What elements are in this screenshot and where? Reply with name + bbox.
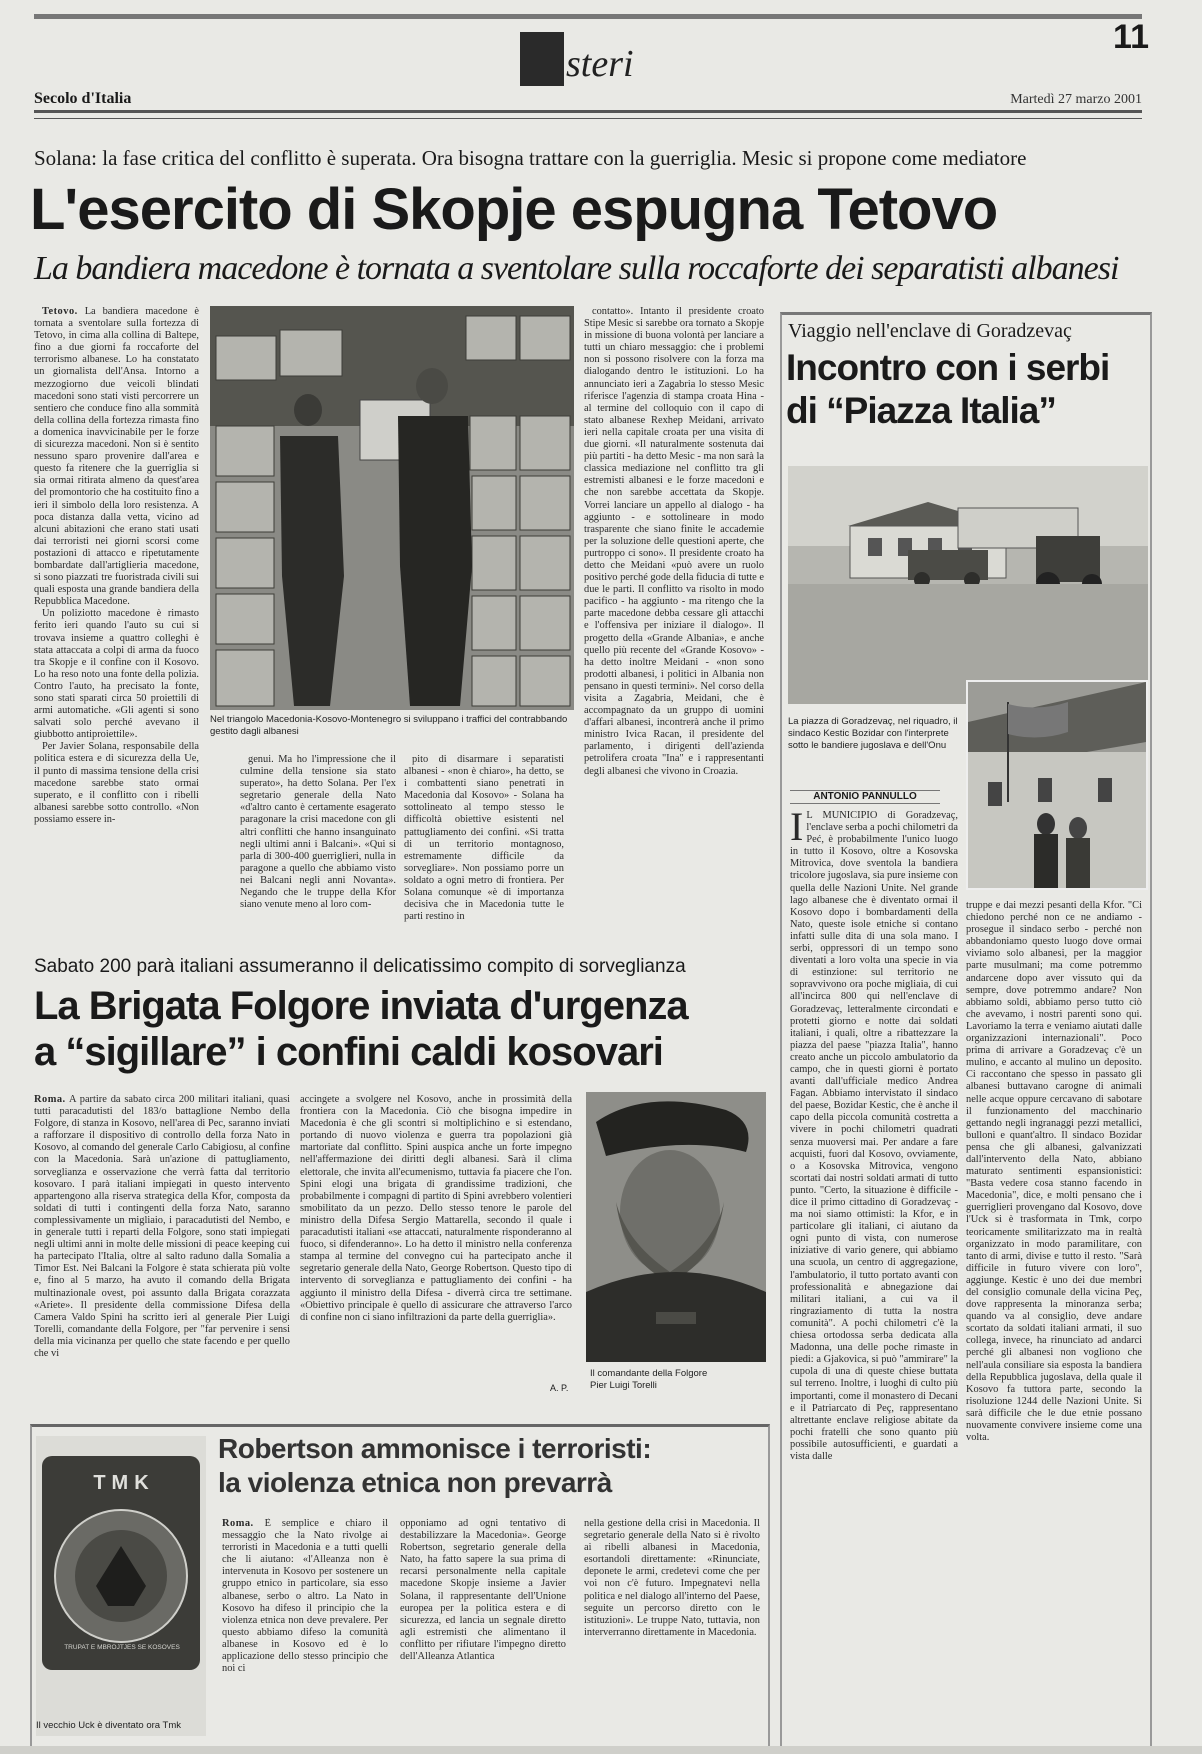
- robertson-column-1: [222, 1518, 388, 1742]
- paper-name: Secolo d'Italia: [34, 90, 132, 107]
- section-name: steri: [566, 43, 634, 85]
- tmk-logo-caption: Il vecchio Uck è diventato ora Tmk: [36, 1720, 182, 1731]
- main-story-column-4: [584, 306, 764, 942]
- goradzevac-square-photo-art: [788, 466, 1148, 704]
- sidebar-kicker: Viaggio nell'enclave di Goradzevaç: [788, 320, 1072, 342]
- robertson-headline-line2: la violenza etnica non prevarrà: [218, 1467, 612, 1498]
- robertson-column-2: [400, 1518, 566, 1742]
- folgore-dateline: Roma.: [34, 1094, 66, 1105]
- goradzevac-square-photo: [788, 466, 1148, 704]
- main-deck: La bandiera macedone è tornata a sventolare sulla roccaforte dei separatisti albanesi: [34, 250, 1119, 287]
- robertson-col1-text: È semplice e chiaro il messaggio che la Nato rivolge ai terroristi in Macedonia e a tutti quelli che li aiutano: «l'Alleanza non è intervenuta in Kosovo per sostenere un gruppo etnico in particolare, sia esso albanese, serbo o altro. La Nato in Kosovo ha difeso il principio che la violenza etnica non deve prevalere. Per questo abbiamo difeso la comunità albanese in Kosovo ed è lo applicazione dello stesso principio che noi ci: [222, 1518, 388, 1675]
- sidebar-dropcap: I: [790, 810, 804, 849]
- sidebar-headline-line1: Incontro con i serbi: [786, 347, 1110, 388]
- sidebar-col-b-text: truppe e dai mezzi pesanti della Kfor. "Ci chiedono perché non ce ne andiamo - prosegue il sindaco serbo - perché non abbandoniamo questo luogo dove ormai viviamo solo albanesi, per la maggior parte musulmani; ma come potremmo andarcene dopo aver vissuto qui da sempre, dove potremmo andare? Non abbiamo soldi, abbiamo perso tutto ciò che avevamo, i nostri parenti sono qui. Lavoriamo la terra e veniamo aiutati dalle organizzazioni internazionali". Poco prima di arrivare a Goradzevaç c'è un mulino, e accanto al mulino un deposito. Ci raccontano che spesso in passato gli albanesi buttavano carogne di animali nelle acque oppure cercavano di sabotare il funzionamento del macchinario gettando negli ingranaggi pezzi metallici, bulloni e quant'altro. Il sindaco Bozidar pensa che gli albanesi, galvanizzati dall'intervento della Nato, abbiano maturato sentimenti espansionistici: "Basta vedere cosa stanno facendo in Macedonia", dice, e molti pensano che i guerriglieri provengano dal Kosovo, dove l'Uck si è trasformata in Tmk, corpo teoricamente smilitarizzato ma in realtà organizzato in modo paramilitare, con tanto di armi, divise e tutto il resto. "Sarà difficile in futuro vivere con loro", aggiunge. Kestic è uno dei due membri del consiglio comunale della vicina Peç, dove rappresenta la minoranza serba; quando va al consiglio, deve andare scortato da soldati italiani armati, il suo collega, invece, ha rinunciato ad andarci perché gli albanesi non vogliono che nell'aula consiliare sia esposta la bandiera della Repubblica jugoslava, della quale il Kosovo fa tuttora parte, secondo la risoluzione 1244 delle Nazioni Unite. Si sarà difficile che le due etnie possano nuovamente convivere insieme come una volta.: [966, 900, 1142, 1444]
- issue-date: Martedì 27 marzo 2001: [1010, 92, 1142, 107]
- main-col2-text: genui. Ma ho l'impressione che il culmine della tensione sia stato superato», ha detto Solana. Per l'ex segretario generale della Nato «d'altro canto è certamente esagerato paragonare la crisi macedone con gli altri conflitti che hanno insanguinato negli ultimi anni i Balcani». «Qui si parla di 300-400 guerriglieri, nulla in paragone a quello che abbiamo visto nei Balcani negli anni Novanta». Negando che le truppe della Kfor siano venute meno al loro com-: [240, 754, 396, 911]
- section-title: [520, 22, 690, 86]
- sidebar-byline: ANTONIO PANNULLO: [790, 790, 940, 804]
- folgore-headline: [34, 983, 774, 1079]
- sidebar-column-b: [966, 900, 1142, 1744]
- smuggling-photo-caption: Nel triangolo Macedonia-Kosovo-Montenegro si sviluppano i traffici del contrabbando gestito dagli albanesi: [210, 714, 568, 737]
- folgore-headline-line2: a “sigillare” i confini caldi kosovari: [34, 1030, 663, 1074]
- robertson-col3-text: nella gestione della crisi in Macedonia. Il segretario generale della Nato si è rivolto ai ribelli albanesi in Macedonia, esortandoli direttamente: «Rinunciate, deponete le armi, credetevi come che per voi non c'è futuro. Impegnatevi nella politica e nel dialogo all'interno del Paese, seguite un percorso diretto con le istituzioni». Le truppe Nato, tuttavia, non interverranno direttamente in Macedonia.: [584, 1518, 760, 1638]
- sidebar-column-a: [790, 810, 958, 1744]
- robertson-headline: [218, 1432, 766, 1510]
- torelli-photo: [586, 1092, 766, 1362]
- folgore-col2-text: accingete a svolgere nel Kosovo, anche in prossimità della frontiera con la Macedonia. Ciò che bisogna impedire in Macedonia è che gli scontri si moltiplichino e si estendano, portando di nuovo violenza e guerra tra popolazioni già martoriate dal conflitto. Spini auspica anche un forte impegno nell'affermazione dei diritti degli albanesi. Sarà il clima elettorale, che invita all'ecumenismo, tuttavia fa piacere che l'on. Spini elogi una brigata di grandissime tradizioni, che probabilmente i compagni di partito di Spini avrebbero volentieri smobilitato da un pezzo. Dello stesso tenore le parole del ministro della Difesa Sergio Mattarella, secondo il quale i paracadutisti italiani «se attaccati, naturalmente risponderanno al fuoco, si difenderanno». Lo ha detto il ministro nella conferenza stampa al termine del convegno cui ha partecipato anche il segretario generale della Nato, George Robertson. Questo tipo di intervento di sorveglianza e pattugliamento dei confini - ha aggiunto il ministro della Difesa - diverrà circa tre settimane. «Obiettivo principale è quello di assicurare che attraverso l'arco di confine non ci siano infiltrazioni da parte della guerriglia».: [300, 1094, 572, 1323]
- masthead-rule: [34, 110, 1142, 113]
- tmk-logo-text: TMK: [93, 1472, 155, 1494]
- robertson-dateline: Roma.: [222, 1518, 254, 1529]
- main-headline: L'esercito di Skopje espugna Tetovo: [30, 177, 998, 242]
- main-col3-text: pito di disarmare i separatisti albanesi - «non è chiaro», ha detto, se i combattenti siano penetrati in Macedonia dal Kosovo» - Solana ha sottolineato al tempo stesso le difficoltà obiettive esistenti nel pattugliamento dei confini. «Si tratta di un territorio montagnoso, estremamente difficile da sorvegliare». Non possiamo porre un soldato a ogni metro di frontiera. Per Solana comunque «è di importanza decisiva che in Macedonia tutte le parti restino in: [404, 754, 564, 923]
- sidebar-headline-line2: di “Piazza Italia”: [786, 390, 1056, 431]
- section-initial-block: [520, 32, 564, 86]
- main-kicker: Solana: la fase critica del conflitto è superata. Ora bisogna trattare con la guerriglia. Mesic si propone come mediatore: [34, 146, 1027, 170]
- main-story-column-1: [34, 306, 199, 946]
- tmk-logo-area: [36, 1436, 206, 1736]
- robertson-column-3: [584, 1518, 760, 1742]
- torelli-caption-line1: Il comandante della Folgore: [590, 1368, 708, 1379]
- folgore-column-1: [34, 1094, 290, 1394]
- torelli-photo-art: [586, 1092, 766, 1362]
- goradzevac-photo-caption: La piazza di Goradzevaç, nel riquadro, il sindaco Kestic Bozidar con l'interprete sotto le bandiere jugoslava e dell'Onu: [788, 716, 958, 751]
- main-col1b-text: Un poliziotto macedone è rimasto ferito ieri quando l'auto su cui si trovava insieme a quattro colleghi è stata attaccata a colpi di arma da fuoco tra Skopje e il confine con il Kosovo. Lo ha reso noto una fonte della polizia. Contro l'auto, ha precisato la fonte, sono stati sparati circa 50 proiettili di armi automatiche. «Gli agenti si sono salvati solo perché avevano il giubbotto antiproiettile».: [34, 608, 199, 741]
- tmk-logo-ring-text: TRUPAT E MBROJTJES SE KOSOVES: [64, 1644, 180, 1651]
- sidebar-headline: [786, 346, 1146, 434]
- main-col4-text: contatto». Intanto il presidente croato Stipe Mesic si sarebbe ora tornato a Skopje in missione di buona volontà per lanciare a tutti un chiaro messaggio: che i problemi non si possono risolvere con la forza ma dialogando dentro le istituzioni. Lo ha annunciato ieri a Zagabria lo stesso Mesic riferisce l'agenzia di stampa croata Hina - al termine del colloquio con il capo di stato albanese Rexhep Meidani, arrivato ieri nella capitale croata per una visita di due giorni. «Il naturalmente sostenuta dai più partiti - ha detto Mesic - ma non sarà la classica mediazione nel conflitto tra gli estremisti albanesi e le forze macedoni e che non sarebbe accettata da Skopje. Vorrei lanciare un appello al dialogo - ha aggiunto - e sottolineare in modo trasparente che siano finite le accademie per la soluzione delle questioni aperte, che purtroppo ci sono». Il presidente croato ha detto che Meidani «può avere un ruolo positivo perché gode della fiducia di tutte e due le parti. Il conflitto va risolto in modo pacifico - ha aggiunto - ma ritengo che la parte macedone debba cessare gli attacchi e l'offensiva per iniziare il dialogo». Il progetto della «Grande Albania», e anche quello più recente del «Grande Kosovo» - ha detto inoltre Meidani - «non sono prodotti albanesi, i politici in Albania non pensano in questi termini». Nel corso della visita a Zagabria, Meidani, che è accompagnato da un gruppo di uomini d'affari albanesi, incontrerà anche il primo ministro Ivica Racan, il presidente del parlamento, i dirigenti dell'azienda petrolifera croata "Ina" e i rappresentanti degli albanesi che vivono in Croazia.: [584, 306, 764, 777]
- sidebar-col-a-text: L MUNICIPIO di Goradzevaç, l'enclave serba a pochi chilometri da Peć, è probabilmente l'unico luogo in tutto il Kosovo, oltre a Kosovska Mitrovica, dove sventola la bandiera tricolore jugoslava, sia pure insieme con quella delle Nazioni Unite. Nel grande lago albanese che è diventato ormai il Kosovo dopo i bombardamenti della Nato, queste isole etniche si contano infatti sulle dita di una sola mano. I serbi, oppressori di un tempo sono diventati a loro volta una specie in via di estinzione: sul territorio ne sopravvivono ora poche migliaia, di cui all'incirca 800 qui nell'enclave di Goradzevaç, letteralmente circondati e protetti giorno e notte dai soldati italiani, i quali, oltre a ribattezzare la piazza del paese "piazza Italia", hanno creato anche un piccolo ambulatorio da campo, che in questi giorni è portato avanti dall'ufficiale medico Andrea Fagan. Abbiamo intervistato il sindaco del paese, Bozidar Kestic, che è anche il capo della piccola comunità costretta a vivere in pochi chilometri quadrati senza muoversi mai. Per andare a fare acquisti, fuori dal Kosovo, ovviamente, o a Kosovska Mitrovica, vengono scortati dai nostri soldati armati di tutto punto. "Certo, la situazione è difficile - dice il primo cittadino di Goradzevaç - ma noi siamo ottimisti: la Kfor, e in particolare gli italiani, ci aiutano da ogni punto di vista, con numerose iniziative di vario genere, qui abbiamo una scuola, un centro di aggregazione, l'ambulatorio, il tutto portato avanti con professionalità e abnegazione dai militari italiani, a cui va il ringraziamento di tutta la nostra comunità". A pochi chilometri c'è la chiesa ortodossa serba dedicata alla Madonna, una delle poche rimaste in piedi: a Gjakovica, si può "ammirare" la cupola di una di queste chiese buttata sul terreno. Inoltre, i luoghi di culto più importanti, come il monastero di Decani e il Patriarcato di Peç, rappresentano altrettante enclave religiose abitate da pochi fratelli che sono quanto più possibile autosufficienti, e guardati a vista dalle: [790, 810, 958, 1462]
- mayor-inset-photo: [966, 680, 1148, 890]
- top-rule: [34, 14, 1142, 19]
- main-col1c-text: Per Javier Solana, responsabile della politica estera e di sicurezza della Ue, il punto di massima tensione della crisi macedone sarebbe stato ormai superato, e il conflitto con i ribelli albanesi sarebbe sotto controllo. «Non possiamo essere in-: [34, 741, 199, 825]
- smuggling-photo: [210, 306, 574, 710]
- folgore-kicker: Sabato 200 parà italiani assumeranno il delicatissimo compito di sorveglianza: [34, 956, 686, 977]
- main-col1-text: La bandiera macedone è tornata a sventolare sulla fortezza di Tetovo, in cima alla collina di Baltepe, fino a due giorni fa roccaforte del terrorismo albanese. Lo ha constatato un giornalista dell'Ansa. Intorno a mezzogiorno due veicoli blindati macedoni sono stati visti percorrere un sentiero che conduce fino alla sommità della collina della fortezza rimasta fino a domenica inavvicinabile per le forze di sicurezza macedoni. Non si è sentito nessuno sparo provenire dall'area e questo fa ritenere che la guerriglia si sia ormai ritirata almeno da quest'area del promontorio che ha costituito fino a ieri il simbolo della loro resistenza. A poca distanza dalla vetta, vicino ad alcuni abitazioni che erano stati usati dai terroristi nei giorni scorsi come postazioni di attacco e ripetutamente bombardate dall'artiglieria macedone, si sono piazzati tre fuoristrada civili sui quali esposta una grande bandiera della Repubblica Macedone.: [34, 306, 199, 608]
- main-story-column-3: [404, 754, 564, 940]
- masthead-rule-thin: [34, 118, 1142, 119]
- torelli-caption-line2: Pier Luigi Torelli: [590, 1380, 657, 1391]
- folgore-column-2: [300, 1094, 572, 1394]
- robertson-col2-text: opponiamo ad ogni tentativo di destabilizzare la Macedonia». George Robertson, segretario generale della Nato, ha fatto sapere la sua prima di recarsi personalmente nella capitale macedone Skopje insieme a Javier Solana, il rappresentante dell'Unione europea per la politica estera e di sicurezza, ed lancia un segnale diretto agli estremisti che alimentano il conflitto per rifiutare l'impegno diretto dell'Alleanza Atlantica: [400, 1518, 566, 1663]
- torelli-photo-caption: [590, 1368, 770, 1396]
- page-number: 11: [1113, 18, 1149, 56]
- smuggling-photo-art: [210, 306, 574, 710]
- mayor-inset-photo-art: [968, 682, 1146, 888]
- folgore-headline-line1: La Brigata Folgore inviata d'urgenza: [34, 984, 688, 1028]
- main-story-column-2: [240, 754, 396, 940]
- main-dateline: Tetovo.: [42, 306, 78, 317]
- robertson-headline-line1: Robertson ammonisce i terroristi:: [218, 1433, 652, 1464]
- folgore-col1-text: A partire da sabato circa 200 militari italiani, quasi tutti paracadutisti del 183/o battaglione Nembo della Folgore, di stanza in Kosovo, nell'area di Pec, saranno inviati a rafforzare il dispositivo di controllo della forza Nato in Kosovo, al comando del generale Carlo Cabigiosu, al confine con la Macedonia. Sarà un'azione di pattugliamento, sorveglianza e osservazione che verrà fatta dal territorio kosovaro. I parà italiani impiegati in questo intervento appartengono alla riserva strategica della Kfor, composta da soldati di tutti i contingenti della forza Nato, saranno complessivamente un migliaio, i paracadutisti del Nembo, e in generale tutti i reparti della Folgore, sono stati impiegati negli ultimi anni in molte delle missioni di peace keeping cui ha partecipato l'Italia, oltre al salto raduno dalla Somalia a Timor Est. Nei Balcani la Folgore è stata schierata più volte e, fino al 5 marzo, ha avuto il comando della Brigata multinazionale ovest, poi assunto dalla Brigata corazzata «Ariete». Il presidente della commissione Difesa della Camera Valdo Spini ha scritto ieri al generale Pier Luigi Torelli, comandante della Folgore, per "far pervenire i sensi della mia vicinanza per quello che state facendo e per quello che vi: [34, 1094, 290, 1359]
- photo-credit: A. P.: [550, 1383, 569, 1393]
- page-bottom-edge: [0, 1746, 1202, 1754]
